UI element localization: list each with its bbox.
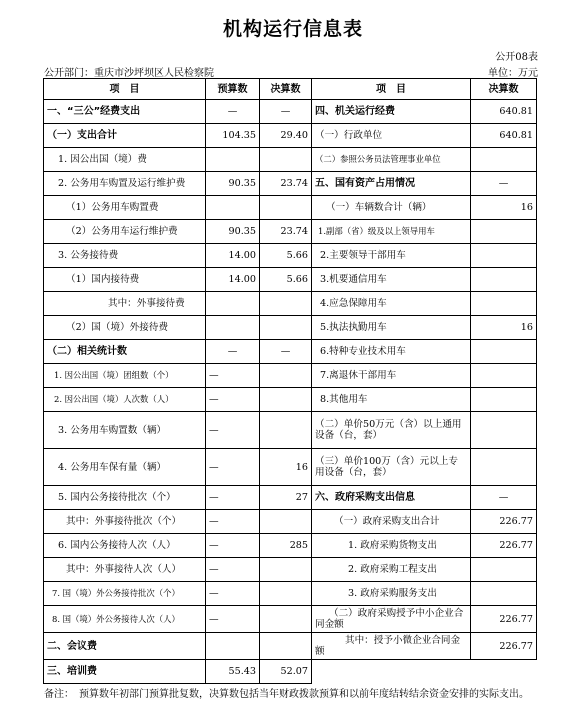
header-final: 决算数	[260, 79, 312, 100]
table-header-row	[44, 79, 537, 100]
table-row	[44, 449, 537, 486]
right-label	[312, 660, 471, 684]
right-label: 六、政府采购支出信息	[312, 486, 471, 510]
right-label: （二）政府采购授予中小企业合同金额	[312, 606, 471, 633]
table-row	[44, 388, 537, 412]
budget-cell: —	[206, 582, 260, 606]
right-label: 1. 政府采购货物支出	[312, 534, 471, 558]
final-cell	[260, 582, 312, 606]
table-row	[44, 412, 537, 449]
table-row	[44, 340, 537, 364]
row-label: 1. 因公出国（境）费	[44, 148, 206, 172]
final-cell: 16	[260, 449, 312, 486]
right-value	[471, 388, 537, 412]
budget-cell: 55.43	[206, 660, 260, 684]
right-value: 640.81	[471, 124, 537, 148]
table-row	[44, 606, 537, 633]
unit-label: 单位：万元	[488, 68, 538, 79]
right-label: 7.离退休干部用车	[312, 364, 471, 388]
table-row	[44, 148, 537, 172]
row-label: 5. 国内公务接待批次（个）	[44, 486, 206, 510]
right-value	[471, 148, 537, 172]
row-label: 其中：外事接待费	[44, 292, 206, 316]
department-label: 公开部门：重庆市沙坪坝区人民检察院	[44, 68, 214, 79]
table-row	[44, 558, 537, 582]
right-value: 16	[471, 196, 537, 220]
row-label: 1. 因公出国（境）团组数（个）	[44, 364, 206, 388]
row-label: 2. 公务用车购置及运行维护费	[44, 172, 206, 196]
right-value: 640.81	[471, 100, 537, 124]
final-cell	[260, 148, 312, 172]
final-cell: 52.07	[260, 660, 312, 684]
budget-cell: —	[206, 364, 260, 388]
right-value	[471, 292, 537, 316]
right-value	[471, 340, 537, 364]
table-row	[44, 172, 537, 196]
budget-cell: —	[206, 534, 260, 558]
budget-cell: 90.35	[206, 220, 260, 244]
table-row	[44, 220, 537, 244]
right-label: （一）行政单位	[312, 124, 471, 148]
row-label: 其中：外事接待人次（人）	[44, 558, 206, 582]
right-value: —	[471, 172, 537, 196]
table-row	[44, 510, 537, 534]
right-label: （一）政府采购支出合计	[312, 510, 471, 534]
final-cell	[260, 606, 312, 633]
budget-cell: —	[206, 388, 260, 412]
right-label: （二）参照公务员法管理事业单位	[312, 148, 471, 172]
row-label: 6. 国内公务接待人次（人）	[44, 534, 206, 558]
budget-cell	[206, 292, 260, 316]
table-row	[44, 100, 537, 124]
right-label: 3.机要通信用车	[312, 268, 471, 292]
row-label: （二）相关统计数	[44, 340, 206, 364]
header-final-right: 决算数	[471, 79, 537, 100]
final-cell	[260, 633, 312, 660]
right-label: 2. 政府采购工程支出	[312, 558, 471, 582]
right-value: 226.77	[471, 633, 537, 660]
table-row	[44, 633, 537, 660]
right-value	[471, 660, 537, 684]
right-value	[471, 412, 537, 449]
right-value	[471, 220, 537, 244]
row-label: 三、培训费	[44, 660, 206, 684]
final-cell: —	[260, 340, 312, 364]
final-cell: 23.74	[260, 220, 312, 244]
row-label: （1）国内接待费	[44, 268, 206, 292]
right-label: （二）单价50万元（含）以上通用设备（台，套）	[312, 412, 471, 449]
right-value	[471, 364, 537, 388]
header-item: 项 目	[44, 79, 206, 100]
table-row	[44, 196, 537, 220]
row-label: 8. 国（境）外公务接待人次（人）	[44, 606, 206, 633]
right-label: 6.特种专业技术用车	[312, 340, 471, 364]
table-row	[44, 660, 537, 684]
right-label: 四、机关运行经费	[312, 100, 471, 124]
row-label: （2）公务用车运行维护费	[44, 220, 206, 244]
right-label: 五、国有资产占用情况	[312, 172, 471, 196]
row-label: （2）国（境）外接待费	[44, 316, 206, 340]
budget-cell: —	[206, 510, 260, 534]
budget-cell: 90.35	[206, 172, 260, 196]
info-table	[43, 78, 537, 684]
budget-cell: —	[206, 486, 260, 510]
right-value: —	[471, 486, 537, 510]
row-label: 7. 国（境）外公务接待批次（个）	[44, 582, 206, 606]
row-label: （一）支出合计	[44, 124, 206, 148]
final-cell	[260, 510, 312, 534]
footnote: 备注： 预算数年初部门预算批复数，决算数包括当年财政拨款预算和以前年度结转结余资金安排的实际支出。	[44, 689, 529, 700]
row-label: 其中：外事接待批次（个）	[44, 510, 206, 534]
budget-cell	[206, 633, 260, 660]
table-row	[44, 534, 537, 558]
right-value: 226.77	[471, 606, 537, 633]
header-budget: 预算数	[206, 79, 260, 100]
final-cell	[260, 412, 312, 449]
header-item-right: 项 目	[312, 79, 471, 100]
right-value: 226.77	[471, 534, 537, 558]
right-value	[471, 449, 537, 486]
budget-cell: —	[206, 558, 260, 582]
budget-cell	[206, 148, 260, 172]
budget-cell: —	[206, 100, 260, 124]
row-label: 3. 公务用车购置数（辆）	[44, 412, 206, 449]
right-label: 5.执法执勤用车	[312, 316, 471, 340]
budget-cell: —	[206, 412, 260, 449]
row-label: （1）公务用车购置费	[44, 196, 206, 220]
final-cell	[260, 316, 312, 340]
right-label: 4.应急保障用车	[312, 292, 471, 316]
table-row	[44, 486, 537, 510]
page-title: 机构运行信息表	[222, 18, 363, 40]
row-label: 一、“三公”经费支出	[44, 100, 206, 124]
right-value	[471, 244, 537, 268]
right-label: 3. 政府采购服务支出	[312, 582, 471, 606]
budget-cell	[206, 316, 260, 340]
table-row	[44, 364, 537, 388]
budget-cell: —	[206, 606, 260, 633]
right-label: 其中：授予小微企业合同金额	[312, 633, 471, 660]
right-value: 226.77	[471, 510, 537, 534]
table-row	[44, 316, 537, 340]
table-row	[44, 244, 537, 268]
final-cell	[260, 364, 312, 388]
final-cell: 5.66	[260, 244, 312, 268]
right-value	[471, 582, 537, 606]
budget-cell: 104.35	[206, 124, 260, 148]
table-row	[44, 124, 537, 148]
row-label: 2. 因公出国（境）人次数（人）	[44, 388, 206, 412]
right-value	[471, 558, 537, 582]
right-value: 16	[471, 316, 537, 340]
form-number: 公开08表	[495, 52, 538, 63]
final-cell: 5.66	[260, 268, 312, 292]
final-cell: 285	[260, 534, 312, 558]
final-cell	[260, 196, 312, 220]
right-label: （三）单价100万（含）元以上专用设备（台，套）	[312, 449, 471, 486]
final-cell	[260, 388, 312, 412]
right-label: 2.主要领导干部用车	[312, 244, 471, 268]
budget-cell: —	[206, 340, 260, 364]
final-cell	[260, 292, 312, 316]
budget-cell: 14.00	[206, 244, 260, 268]
table-row	[44, 268, 537, 292]
final-cell: 27	[260, 486, 312, 510]
final-cell: 23.74	[260, 172, 312, 196]
row-label: 3. 公务接待费	[44, 244, 206, 268]
budget-cell: 14.00	[206, 268, 260, 292]
budget-cell: —	[206, 449, 260, 486]
right-label: （一）车辆数合计（辆）	[312, 196, 471, 220]
budget-cell	[206, 196, 260, 220]
table-row	[44, 582, 537, 606]
final-cell	[260, 558, 312, 582]
final-cell: 29.40	[260, 124, 312, 148]
final-cell: —	[260, 100, 312, 124]
right-label: 1.副部（省）级及以上领导用车	[312, 220, 471, 244]
row-label: 二、会议费	[44, 633, 206, 660]
right-value	[471, 268, 537, 292]
row-label: 4. 公务用车保有量（辆）	[44, 449, 206, 486]
table-row	[44, 292, 537, 316]
right-label: 8.其他用车	[312, 388, 471, 412]
